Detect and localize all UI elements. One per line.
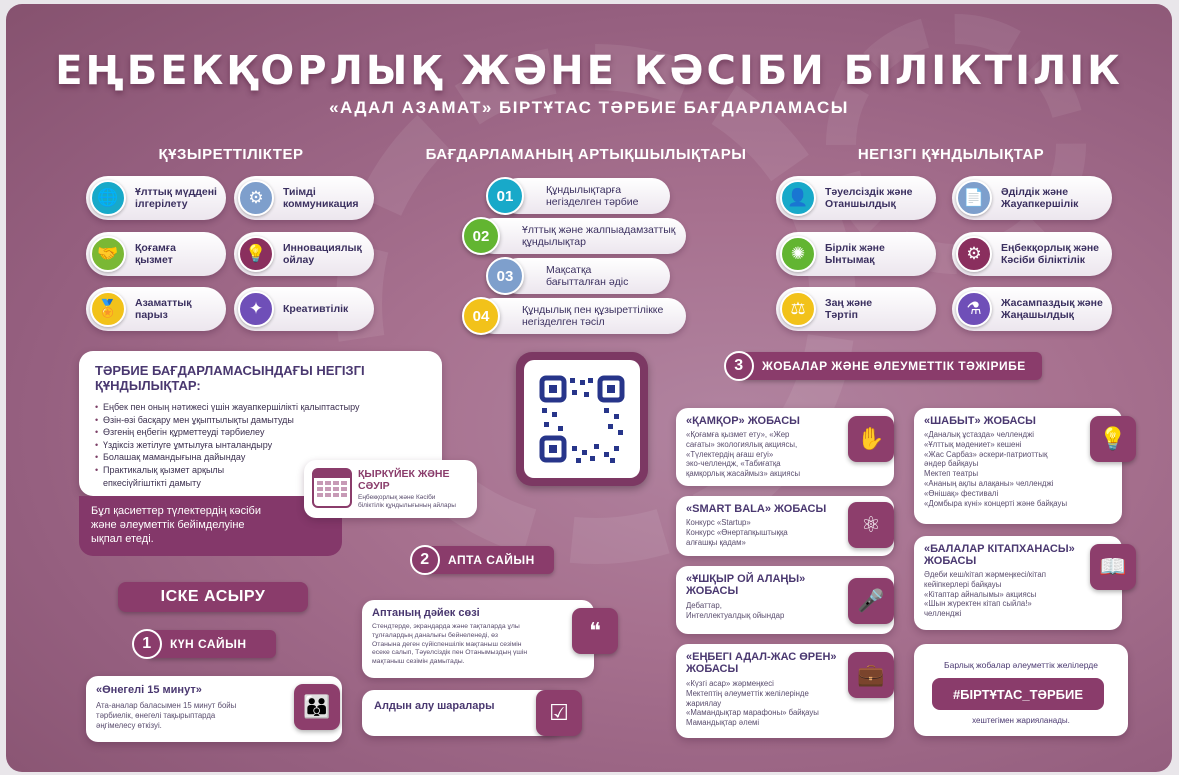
competencies-heading: ҚҰЗЫРЕТТІЛІКТЕР (158, 146, 304, 163)
program-value-item: • Өзін-өзі басқару мен ұқыптылықты дамытуды (95, 414, 426, 427)
daily-number: 1 (132, 629, 162, 659)
core-value-label: Жасампаздық және Жаңашылдық (1001, 297, 1103, 321)
projects-number: 3 (724, 351, 754, 381)
checklist-icon: ☑ (536, 690, 582, 736)
advantage-2 (476, 218, 686, 254)
core-value-6 (952, 287, 1112, 331)
page-title: ЕҢБЕКҚОРЛЫҚ ЖӘНЕ КӘСІБИ БІЛІКТІЛІК (55, 48, 1123, 94)
advantage-number: 04 (462, 297, 500, 335)
globe-icon: 🌐 (90, 180, 126, 216)
project-library-title: «БАЛАЛАР КІТАПХАНАСЫ» ЖОБАСЫ (924, 543, 1075, 567)
competency-4 (234, 232, 374, 276)
weekly-card-quote (362, 600, 594, 678)
month-title: ҚЫРКҮЙЕК ЖӘНЕ СӘУІР (358, 468, 450, 492)
social-text-2: хештегімен жарияланады. (972, 716, 1070, 725)
project-shabyt-title: «ШАБЫТ» ЖОБАСЫ (924, 415, 1036, 427)
calendar-icon (312, 468, 352, 508)
lightbulb-icon: 💡 (1090, 416, 1136, 462)
project-library-text: Әдеби кеш/кітап жәрмеңкесі/кітап кейіпкерлері байқауы «Кітаптар айналымы» акциясы «Шын жүректен кітап сыйла!» челленджі (924, 570, 1046, 619)
qr-frame[interactable] (516, 352, 648, 486)
program-value-item: • Үздіксіз жетілуге ұмтылуға ынталандыру (95, 439, 426, 452)
competency-label: Креативтілік (283, 303, 349, 315)
medal-icon: 🏅 (90, 291, 126, 327)
family-icon: 👪 (294, 684, 340, 730)
project-ushkyr-oi-text: Дебаттар, Интеллектуалдық ойындар (686, 601, 785, 620)
advantage-number: 03 (486, 257, 524, 295)
core-value-label: Тәуелсіздік және Отаншылдық (825, 186, 913, 210)
gears-icon: ⚙ (956, 236, 992, 272)
implementation-label: ІСКЕ АСЫРУ (160, 588, 266, 605)
core-value-label: Еңбекқорлық және Кәсіби біліктілік (1001, 242, 1100, 266)
advantage-number: 01 (486, 177, 524, 215)
gear-icon: ⚙ (238, 180, 274, 216)
flask-icon: ⚗ (956, 291, 992, 327)
core-value-3 (776, 232, 936, 276)
weekly-card-prevention (362, 690, 562, 736)
weekly-card-quote-title: Аптаның дәйек сөзі (372, 607, 480, 619)
implementation-banner (118, 582, 308, 612)
core-value-2 (952, 176, 1112, 220)
project-shabyt-text: «Даналық ұстазда» челленджі «Ұлттық мәдениет» кешені «Жас Сарбаз» әскери-патриоттық әндер байқауы Мектеп театры «Ананың ақлы алақаны» челленджі «Өнішақ» фестивалі «Домбыра күні» концерті және байқауы (924, 430, 1068, 508)
core-value-label: Әділдік және Жауапкершілік (1001, 186, 1079, 210)
person-icon: 👤 (780, 180, 816, 216)
weekly-label: АПТА САЙЫН (448, 553, 535, 567)
book-icon: 📖 (1090, 544, 1136, 590)
advantage-label: Мақсатқа бағытталған әдіс (546, 264, 629, 288)
advantage-number: 02 (462, 217, 500, 255)
project-smart-bala-text: Конкурс «Startup» Конкурс «Өнертапқыштыққа алғашқы қадам» (686, 518, 788, 547)
projects-ribbon (734, 352, 1042, 380)
project-enbegi-adal-text: «Күзгі асар» жәрмеңкесі Мектептің әлеуметтік желілерінде жариялау «Мамандықтар марафоны» байқауы Мамандықтар әлемі (686, 679, 819, 728)
scales-icon: ⚖ (780, 291, 816, 327)
weekly-ribbon (420, 546, 554, 574)
podium-icon: 🎤 (848, 578, 894, 624)
daily-label: КҮН САЙЫН (170, 637, 247, 651)
competency-5 (86, 287, 226, 331)
hand-plant-icon: ✋ (848, 416, 894, 462)
weekly-card-prevention-title: Алдын алу шаралары (374, 700, 495, 712)
advantages-heading: БАҒДАРЛАМАНЫҢ АРТЫҚШЫЛЫҚТАРЫ (425, 146, 747, 163)
competency-label: Инновациялық ойлау (283, 242, 362, 266)
month-text: Еңбекқорлық және Кәсіби біліктілік құндылығының айлары (358, 494, 456, 509)
advantage-label: Құндылық пен құзыреттілікке негізделген тәсіл (522, 304, 664, 328)
competency-label: Тиімді коммуникация (283, 186, 359, 210)
program-value-item: • Практикалық қызмет арқылы епкесіүйгіштікті дамыту (95, 464, 426, 489)
competency-3 (86, 232, 226, 276)
core-value-5 (776, 287, 936, 331)
month-card (304, 460, 477, 518)
core-values-heading: НЕГІЗГІ ҚҰНДЫЛЫҚТАР (857, 146, 1045, 163)
advantage-label: Ұлттық және жалпыадамзаттық құндылықтар (522, 224, 676, 248)
program-value-item: • Өзгенің еңбегін құрметтеуді тәрбиелеу (95, 426, 426, 439)
projects-label: ЖОБАЛАР ЖӘНЕ ӘЛЕУМЕТТІК ТӘЖІРИБЕ (762, 359, 1026, 373)
project-enbegi-adal-title: «ЕҢБЕГІ АДАЛ-ЖАС ӨРЕН» ЖОБАСЫ (686, 651, 837, 675)
program-values-heading: ТӘРБИЕ БАҒДАРЛАМАСЫНДАҒЫ НЕГІЗГІ ҚҰНДЫЛЫҚТАР: (95, 363, 365, 393)
competency-label: Ұлттық мүддені ілгерілету (135, 186, 217, 210)
advantage-4 (476, 298, 686, 334)
core-value-label: Бірлік және Ынтымақ (825, 242, 885, 266)
page-subtitle: «АДАЛ АЗАМАТ» БІРТҰТАС ТӘРБИЕ БАҒДАРЛАМАСЫ (329, 98, 849, 117)
program-values-footer (79, 496, 342, 556)
project-kamkor-title: «ҚАМҚОР» ЖОБАСЫ (686, 415, 800, 427)
project-smart-bala-title: «SMART BALA» ЖОБАСЫ (686, 503, 827, 515)
competency-label: Азаматтық парыз (135, 297, 192, 321)
quote-icon: ❝ (572, 608, 618, 654)
program-value-item: • Болашақ мамандығына дайындау (95, 451, 426, 464)
creative-icon: ✦ (238, 291, 274, 327)
poster (6, 4, 1172, 772)
project-ushkyr-oi-title: «ҰШҚЫР ОЙ АЛАҢЫ» ЖОБАСЫ (686, 573, 806, 597)
program-value-item: • Еңбек пен оның нәтижесі үшін жауапкершілікті қалыптастыру (95, 401, 426, 414)
atom-icon: ⚛ (848, 502, 894, 548)
daily-ribbon (142, 630, 276, 658)
qr-code[interactable] (524, 360, 640, 478)
unity-icon: ✺ (780, 236, 816, 272)
competency-2 (234, 176, 374, 220)
hashtag-label: #БІРТҰТАС_ТӘРБИЕ (952, 686, 1084, 702)
briefcase-icon: 💼 (848, 652, 894, 698)
core-value-label: Заң және Тәртіп (825, 297, 873, 321)
advantage-1 (500, 178, 670, 214)
core-value-1 (776, 176, 936, 220)
hashtag-button[interactable] (932, 678, 1104, 710)
program-values-footer-text: Бұл қасиеттер түлектердің кәсіби және әлеуметтік бейімделуіне ықпал етеді. (91, 505, 261, 545)
daily-card-text: Ата-аналар баласымен 15 минут бойы тәрбиелік, өнегелі тақырыптарда әңгімелесу өткізуі. (96, 701, 237, 730)
daily-card-title: «Өнегелі 15 минут» (96, 684, 202, 696)
social-text-1: Барлық жобалар әлеуметтік желілерде (944, 660, 1098, 670)
handshake-icon: 🤝 (90, 236, 126, 272)
competency-1 (86, 176, 226, 220)
document-icon: 📄 (956, 180, 992, 216)
competency-label: Қоғамға қызмет (135, 242, 177, 266)
weekly-number: 2 (410, 545, 440, 575)
core-value-4 (952, 232, 1112, 276)
weekly-card-quote-text: Стендтерде, экрандарда және тақталарда ұлы тұлғалардың даналығы бейнеленеді, өз Отанына деген сүйіспеншілік мақтаныш сезімін есеке салып, Тәуелсіздік пен Отанымыздың үшін мақтаныш сезімін дамытады. (372, 623, 528, 666)
competency-6 (234, 287, 374, 331)
advantage-3 (500, 258, 670, 294)
lightbulb-icon: 💡 (238, 236, 274, 272)
advantage-label: Құндылықтарға негізделген тәрбие (546, 184, 639, 208)
project-kamkor-text: «Қоғамға қызмет ету», «Жер сағаты» экологиялық акциясы, «Түлектердің ағаш егуі» эко-челлендж, «Табиғатқа қамқорлық жасаймыз» акциясы (686, 430, 801, 479)
